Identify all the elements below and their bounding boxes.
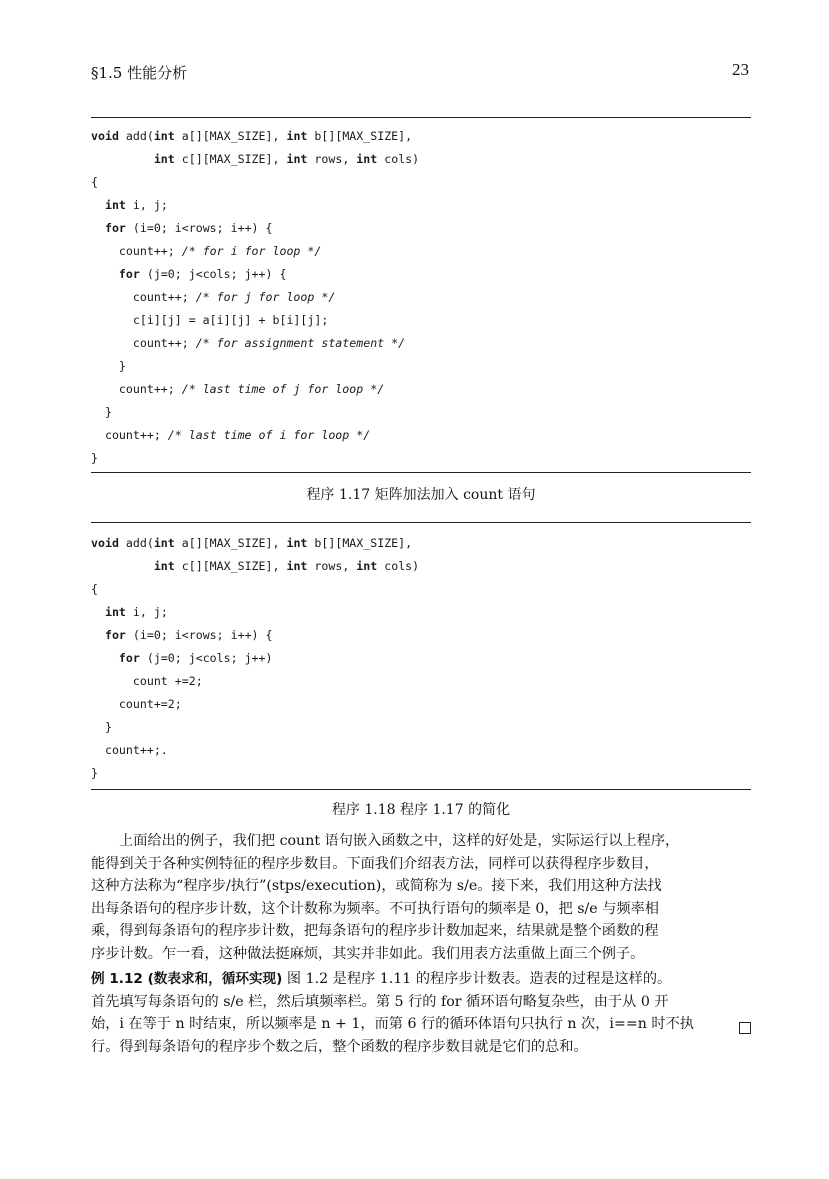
paragraph-line: 出每条语句的程序步计数，这个计数称为频率。不可执行语句的频率是 0，把 s/e 与频率相 <box>91 900 659 917</box>
code-line: } <box>91 720 112 734</box>
code-line: } <box>91 451 98 465</box>
example-heading: 例 1.12 (数表求和，循环实现) <box>91 971 283 987</box>
code-line: count +=2; <box>91 674 203 688</box>
code-line: count++; /* for i for loop */ <box>91 244 322 258</box>
bottom-rule-program-1 <box>91 472 751 473</box>
section-title: §1.5 性能分析 <box>91 64 188 82</box>
paragraph-line: 这种方法称为“程序步/执行”(stps/execution)，或简称为 s/e。接下来，我们用这种方法找 <box>91 878 662 895</box>
page-header <box>91 62 749 88</box>
code-line: int i, j; <box>104 198 168 212</box>
code-line: { <box>91 175 98 189</box>
code-line: for (j=0; j<cols; j++) { <box>118 267 287 281</box>
code-line: count++; /* last time of i for loop */ <box>91 428 371 442</box>
bottom-rule-program-2 <box>91 789 751 790</box>
code-line: count++; /* for assignment statement */ <box>91 336 406 350</box>
program-caption: 程序 1.17 矩阵加法加入 count 语句 <box>306 487 536 503</box>
paragraph-line: 序步计数。乍一看，这种做法挺麻烦，其实并非如此。我们用表方法重做上面三个例子。 <box>91 945 645 962</box>
body-paragraph <box>91 830 751 966</box>
paragraph-line: 乘，得到每条语句的程序步计数，把每条语句的程序步计数加起来，结果就是整个函数的程 <box>91 923 659 940</box>
code-line: void add(int a[][MAX_SIZE], int b[][MAX_SIZE], <box>91 129 413 143</box>
code-line: count++; /* for j for loop */ <box>91 290 336 304</box>
code-line: } <box>91 766 98 780</box>
code-line: for (i=0; i<rows; i++) { <box>104 221 273 235</box>
paragraph-line: 始，i 在等于 n 时结束，所以频率是 n + 1，而第 6 行的循环体语句只执行 n 次，i==n 时不执 <box>91 1016 694 1033</box>
program-caption: 程序 1.18 程序 1.17 的简化 <box>331 802 511 818</box>
code-line: count++; /* last time of j for loop */ <box>91 382 385 396</box>
top-rule-program-1 <box>91 117 751 118</box>
paragraph-line: 首先填写每条语句的 s/e 栏，然后填频率栏。第 5 行的 for 循环语句略复杂些，由于从 0 开 <box>91 993 669 1010</box>
code-line: count++;. <box>91 743 168 757</box>
end-of-proof-icon <box>739 1022 751 1034</box>
code-line: void add(int a[][MAX_SIZE], int b[][MAX_SIZE], <box>91 536 413 550</box>
paragraph-line: 上面给出的例子，我们把 count 语句嵌入函数之中，这样的好处是，实际运行以上程序， <box>119 833 680 849</box>
code-line: for (j=0; j<cols; j++) <box>118 651 273 665</box>
paragraph-line: 能得到关于各种实例特征的程序步数目。下面我们介绍表方法，同样可以获得程序步数目， <box>91 855 659 872</box>
code-line: } <box>91 405 112 419</box>
code-line: int c[][MAX_SIZE], int rows, int cols) <box>153 559 420 573</box>
code-line: { <box>91 582 98 596</box>
code-line: int i, j; <box>104 605 168 619</box>
paragraph-line <box>91 968 751 991</box>
code-line: count+=2; <box>91 697 182 711</box>
page-number: 23 <box>732 60 749 79</box>
code-line: } <box>91 359 126 373</box>
code-line: for (i=0; i<rows; i++) { <box>104 628 273 642</box>
paragraph-text: 图 1.2 是程序 1.11 的程序步计数表。造表的过程是这样的。 <box>282 971 672 987</box>
example-paragraph <box>91 968 751 1058</box>
top-rule-program-2 <box>91 522 751 523</box>
paragraph-line: 行。得到每条语句的程序步个数之后，整个函数的程序步数目就是它们的总和。 <box>91 1038 588 1055</box>
code-line: int c[][MAX_SIZE], int rows, int cols) <box>153 152 420 166</box>
code-line: c[i][j] = a[i][j] + b[i][j]; <box>91 313 329 327</box>
